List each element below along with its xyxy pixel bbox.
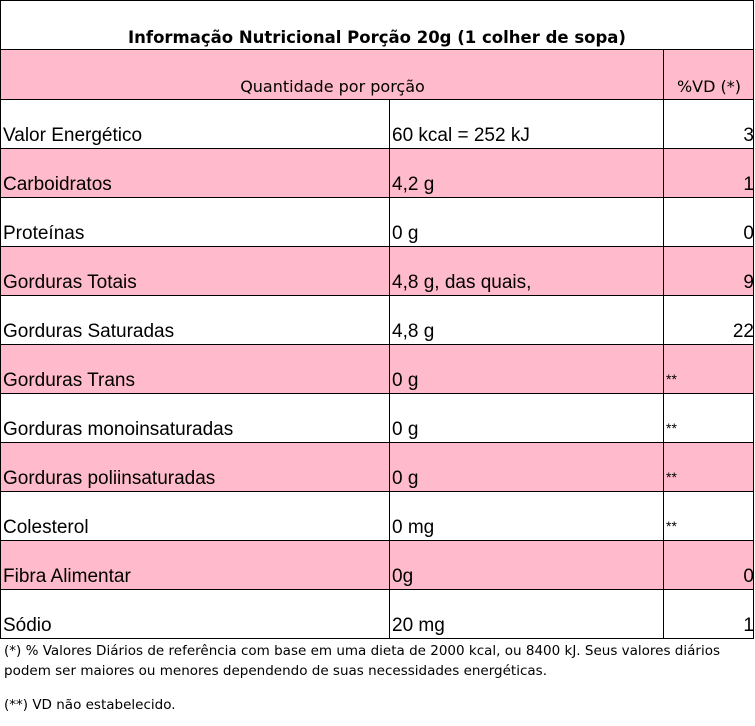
table-title-row bbox=[0, 0, 754, 50]
nutrient-name-cell bbox=[1, 247, 389, 295]
nutrient-name-cell bbox=[1, 100, 389, 148]
nutrient-quantity-cell bbox=[389, 296, 664, 344]
daily-value-cell bbox=[663, 247, 755, 295]
table-row bbox=[0, 541, 754, 590]
daily-value-percent: 3 bbox=[743, 125, 754, 146]
daily-value-cell bbox=[663, 590, 755, 638]
footnote-daily-values: (*) % Valores Diários de referência com base em uma dieta de 2000 kcal, ou 8400 kJ. Seus valores diários podem ser maiores ou menores dependendo de suas necessidades energéticas. bbox=[4, 643, 720, 679]
nutrient-quantity-cell bbox=[389, 394, 664, 442]
nutrient-name: Carboidratos bbox=[3, 174, 112, 195]
nutrient-quantity-cell bbox=[389, 100, 664, 148]
daily-value-cell bbox=[663, 100, 755, 148]
table-row bbox=[0, 443, 754, 492]
nutrient-quantity-cell bbox=[389, 198, 664, 246]
nutrient-quantity: 4,8 g, das quais, bbox=[392, 272, 532, 293]
nutrient-name: Fibra Alimentar bbox=[3, 566, 131, 587]
footnote-not-established: (**) VD não estabelecido. bbox=[4, 697, 176, 713]
daily-value-percent: 22 bbox=[732, 321, 754, 342]
nutrient-quantity: 4,8 g bbox=[392, 321, 435, 342]
nutrient-name-cell bbox=[1, 198, 389, 246]
table-row bbox=[0, 394, 754, 443]
nutrient-name: Gorduras poliinsaturadas bbox=[3, 468, 216, 489]
nutrient-quantity-cell bbox=[389, 541, 664, 589]
daily-value-percent: 9 bbox=[743, 272, 754, 293]
nutrient-quantity: 0 mg bbox=[392, 517, 435, 538]
nutrient-name-cell bbox=[1, 443, 389, 491]
nutrient-quantity: 4,2 g bbox=[392, 174, 435, 195]
nutrient-name: Valor Energético bbox=[3, 125, 143, 146]
nutrient-quantity-cell bbox=[389, 149, 664, 197]
daily-value-percent: 1 bbox=[743, 615, 754, 636]
nutrient-name-cell bbox=[1, 296, 389, 344]
nutrient-name-cell bbox=[1, 345, 389, 393]
nutrient-quantity-cell bbox=[389, 247, 664, 295]
nutrient-quantity: 0g bbox=[392, 566, 414, 587]
daily-value-cell bbox=[663, 149, 755, 197]
nutrient-quantity: 0 g bbox=[392, 468, 419, 489]
daily-value-cell bbox=[663, 492, 755, 540]
daily-value-percent: 0 bbox=[743, 223, 754, 244]
daily-value-cell bbox=[663, 198, 755, 246]
table-row bbox=[0, 247, 754, 296]
quantity-per-serving-header: Quantidade por porção bbox=[240, 77, 425, 96]
nutrient-name-cell bbox=[1, 149, 389, 197]
nutrient-name: Colesterol bbox=[3, 517, 89, 538]
nutrient-name-cell bbox=[1, 590, 389, 638]
nutrient-name-cell bbox=[1, 492, 389, 540]
daily-value-cell bbox=[663, 541, 755, 589]
nutrient-quantity: 0 g bbox=[392, 370, 419, 391]
nutrient-name: Proteínas bbox=[3, 223, 85, 244]
daily-value-cell bbox=[663, 443, 755, 491]
table-row bbox=[0, 492, 754, 541]
nutrient-name-cell bbox=[1, 541, 389, 589]
nutrient-name: Gorduras Totais bbox=[3, 272, 137, 293]
daily-value-percent: 0 bbox=[743, 566, 754, 587]
nutrient-quantity-cell bbox=[389, 492, 664, 540]
nutrient-quantity: 0 g bbox=[392, 223, 419, 244]
table-row bbox=[0, 590, 754, 639]
nutrient-quantity-cell bbox=[389, 345, 664, 393]
nutrient-name: Gorduras Trans bbox=[3, 370, 135, 391]
nutrient-name: Sódio bbox=[3, 615, 52, 636]
table-row bbox=[0, 149, 754, 198]
daily-value-percent: ** bbox=[666, 420, 677, 436]
table-row bbox=[0, 100, 754, 149]
nutrient-quantity-cell bbox=[389, 443, 664, 491]
nutrient-quantity-cell bbox=[389, 590, 664, 638]
daily-value-cell bbox=[663, 394, 755, 442]
nutrient-name: Gorduras monoinsaturadas bbox=[3, 419, 234, 440]
table-title: Informação Nutricional Porção 20g (1 colher de sopa) bbox=[128, 28, 626, 47]
nutrient-name-cell bbox=[1, 394, 389, 442]
nutrient-quantity: 20 mg bbox=[392, 615, 445, 636]
daily-value-header: %VD (*) bbox=[676, 77, 742, 96]
daily-value-percent: ** bbox=[666, 371, 677, 387]
nutrient-quantity: 0 g bbox=[392, 419, 419, 440]
table-row bbox=[0, 296, 754, 345]
table-header-row bbox=[0, 50, 754, 100]
table-row bbox=[0, 345, 754, 394]
nutrient-name: Gorduras Saturadas bbox=[3, 321, 175, 342]
nutrient-quantity: 60 kcal = 252 kJ bbox=[392, 125, 530, 146]
daily-value-percent: ** bbox=[666, 518, 677, 534]
table-row bbox=[0, 198, 754, 247]
daily-value-cell bbox=[663, 296, 755, 344]
daily-value-cell bbox=[663, 345, 755, 393]
daily-value-percent: 1 bbox=[743, 174, 754, 195]
daily-value-percent: ** bbox=[666, 469, 677, 485]
